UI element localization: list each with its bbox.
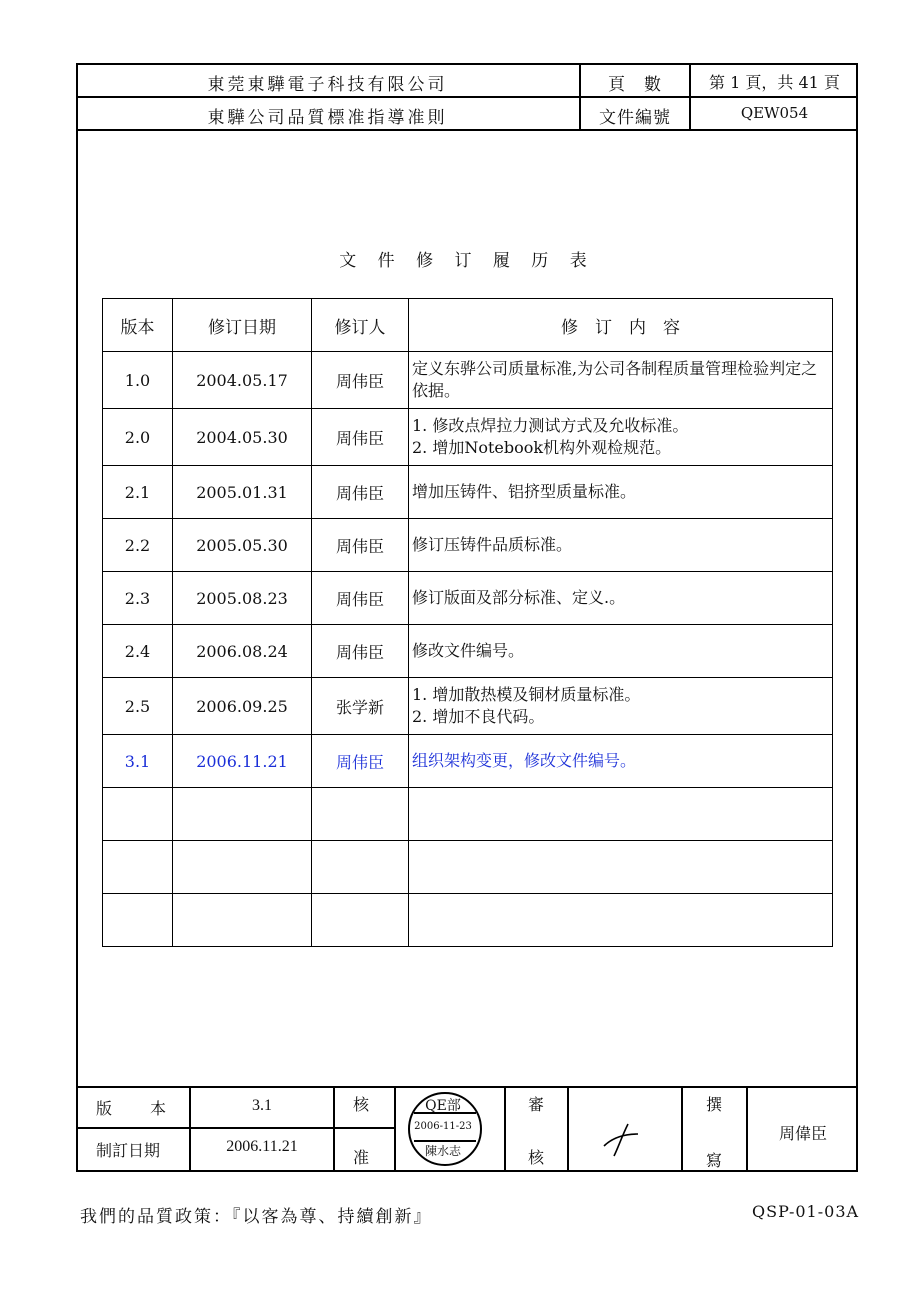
cell-version: 1.0 — [103, 352, 173, 409]
quality-policy: 我們的品質政策：『以客為尊、持續創新』 — [80, 1207, 433, 1227]
check-label-bottom: 准 — [353, 1148, 370, 1167]
header-divider — [76, 96, 858, 98]
empty-cell — [312, 894, 409, 947]
document-title: 東驊公司品質標准指導准則 — [207, 108, 448, 128]
revision-history-title: 文 件 修 订 履 历 表 — [339, 251, 595, 271]
empty-cell — [409, 841, 833, 894]
form-number: QSP-01-03A — [752, 1202, 860, 1221]
stamp-date: 2006-11-23 — [414, 1121, 472, 1132]
company-name: 東莞東驊電子科技有限公司 — [207, 75, 448, 95]
author-label-bottom: 寫 — [706, 1151, 723, 1170]
cell-date: 2006.09.25 — [173, 678, 312, 735]
stamp-name: 陳水志 — [424, 1144, 461, 1158]
empty-cell — [173, 894, 312, 947]
footer-divider-5 — [567, 1086, 569, 1172]
check-label-top: 核 — [353, 1095, 370, 1114]
empty-cell — [312, 788, 409, 841]
cell-date: 2006.08.24 — [173, 625, 312, 678]
cell-version: 2.2 — [103, 519, 173, 572]
table-row — [103, 572, 833, 625]
footer-divider-6 — [681, 1086, 683, 1172]
content-line: 1. 增加散热模及铜材质量标准。 — [412, 685, 641, 704]
content-line: 增加压铸件、铝挤型质量标准。 — [412, 482, 637, 501]
review-label-bottom: 核 — [528, 1148, 545, 1167]
footer-row-divider — [76, 1127, 394, 1129]
author-label-top: 撰 — [706, 1095, 723, 1114]
review-label-top: 審 — [528, 1095, 545, 1114]
content-line: 定义东骅公司质量标准,为公司各制程质量管理检验判定之依据。 — [412, 359, 818, 400]
version-value: 3.1 — [252, 1097, 272, 1114]
cell-author: 周伟臣 — [312, 519, 409, 572]
revision-table — [102, 298, 833, 947]
footer-divider-3 — [394, 1086, 396, 1172]
cell-content — [409, 519, 833, 572]
date-value: 2006.11.21 — [226, 1138, 298, 1155]
content-line: 修订版面及部分标准、定义.。 — [412, 588, 626, 607]
table-row — [103, 466, 833, 519]
header-author: 修订人 — [312, 299, 409, 352]
date-label: 制訂日期 — [96, 1141, 161, 1160]
empty-cell — [312, 841, 409, 894]
cell-date: 2004.05.30 — [173, 409, 312, 466]
content-line: 2. 增加Notebook机构外观检规范。 — [412, 438, 672, 457]
reviewer-signature — [598, 1120, 646, 1160]
empty-row — [103, 788, 833, 841]
cell-content — [409, 409, 833, 466]
header-date: 修订日期 — [173, 299, 312, 352]
cell-author: 周伟臣 — [312, 409, 409, 466]
empty-cell — [173, 788, 312, 841]
content-line: 修订压铸件品质标准。 — [412, 535, 573, 554]
author-name: 周偉臣 — [778, 1124, 827, 1143]
empty-cell — [103, 788, 173, 841]
content-line: 1. 修改点焊拉力测试方式及允收标准。 — [412, 416, 689, 435]
cell-author: 周伟臣 — [312, 572, 409, 625]
content-line: 组织架构变更，修改文件编号。 — [412, 751, 637, 770]
empty-cell — [173, 841, 312, 894]
page-label: 頁 數 — [608, 75, 662, 95]
table-header-row — [103, 299, 833, 352]
cell-version: 2.4 — [103, 625, 173, 678]
table-row — [103, 409, 833, 466]
cell-content — [409, 625, 833, 678]
cell-author: 周伟臣 — [312, 352, 409, 409]
docno-label: 文件編號 — [599, 108, 671, 128]
cell-date: 2005.05.30 — [173, 519, 312, 572]
page-value: 第 1 頁，共 41 頁 — [709, 73, 840, 92]
cell-date: 2004.05.17 — [173, 352, 312, 409]
content-line: 修改文件编号。 — [412, 641, 525, 660]
cell-content — [409, 735, 833, 788]
qe-approval-stamp — [408, 1092, 482, 1166]
table-row — [103, 625, 833, 678]
cell-content — [409, 678, 833, 735]
cell-content — [409, 352, 833, 409]
table-row — [103, 352, 833, 409]
cell-date: 2005.08.23 — [173, 572, 312, 625]
empty-cell — [409, 894, 833, 947]
docno-value: QEW054 — [740, 104, 809, 122]
table-row — [103, 735, 833, 788]
footer-divider-2 — [333, 1086, 335, 1172]
empty-row — [103, 841, 833, 894]
header-bottom-line — [76, 129, 858, 131]
table-row — [103, 678, 833, 735]
cell-date: 2005.01.31 — [173, 466, 312, 519]
empty-row — [103, 894, 833, 947]
empty-cell — [409, 788, 833, 841]
content-line: 2. 增加不良代码。 — [412, 707, 545, 726]
cell-version: 2.0 — [103, 409, 173, 466]
footer-divider-4 — [504, 1086, 506, 1172]
cell-date: 2006.11.21 — [173, 735, 312, 788]
version-label: 版 本 — [96, 1099, 169, 1118]
cell-content — [409, 466, 833, 519]
cell-author: 周伟臣 — [312, 735, 409, 788]
cell-version: 2.5 — [103, 678, 173, 735]
cell-author: 张学新 — [312, 678, 409, 735]
header-content: 修 订 内 容 — [409, 299, 833, 352]
cell-content — [409, 572, 833, 625]
cell-version: 2.3 — [103, 572, 173, 625]
empty-cell — [103, 841, 173, 894]
table-row — [103, 519, 833, 572]
cell-author: 周伟臣 — [312, 466, 409, 519]
header-version: 版本 — [103, 299, 173, 352]
cell-author: 周伟臣 — [312, 625, 409, 678]
cell-version: 3.1 — [103, 735, 173, 788]
cell-version: 2.1 — [103, 466, 173, 519]
stamp-dept: QE部 — [425, 1098, 461, 1114]
empty-cell — [103, 894, 173, 947]
